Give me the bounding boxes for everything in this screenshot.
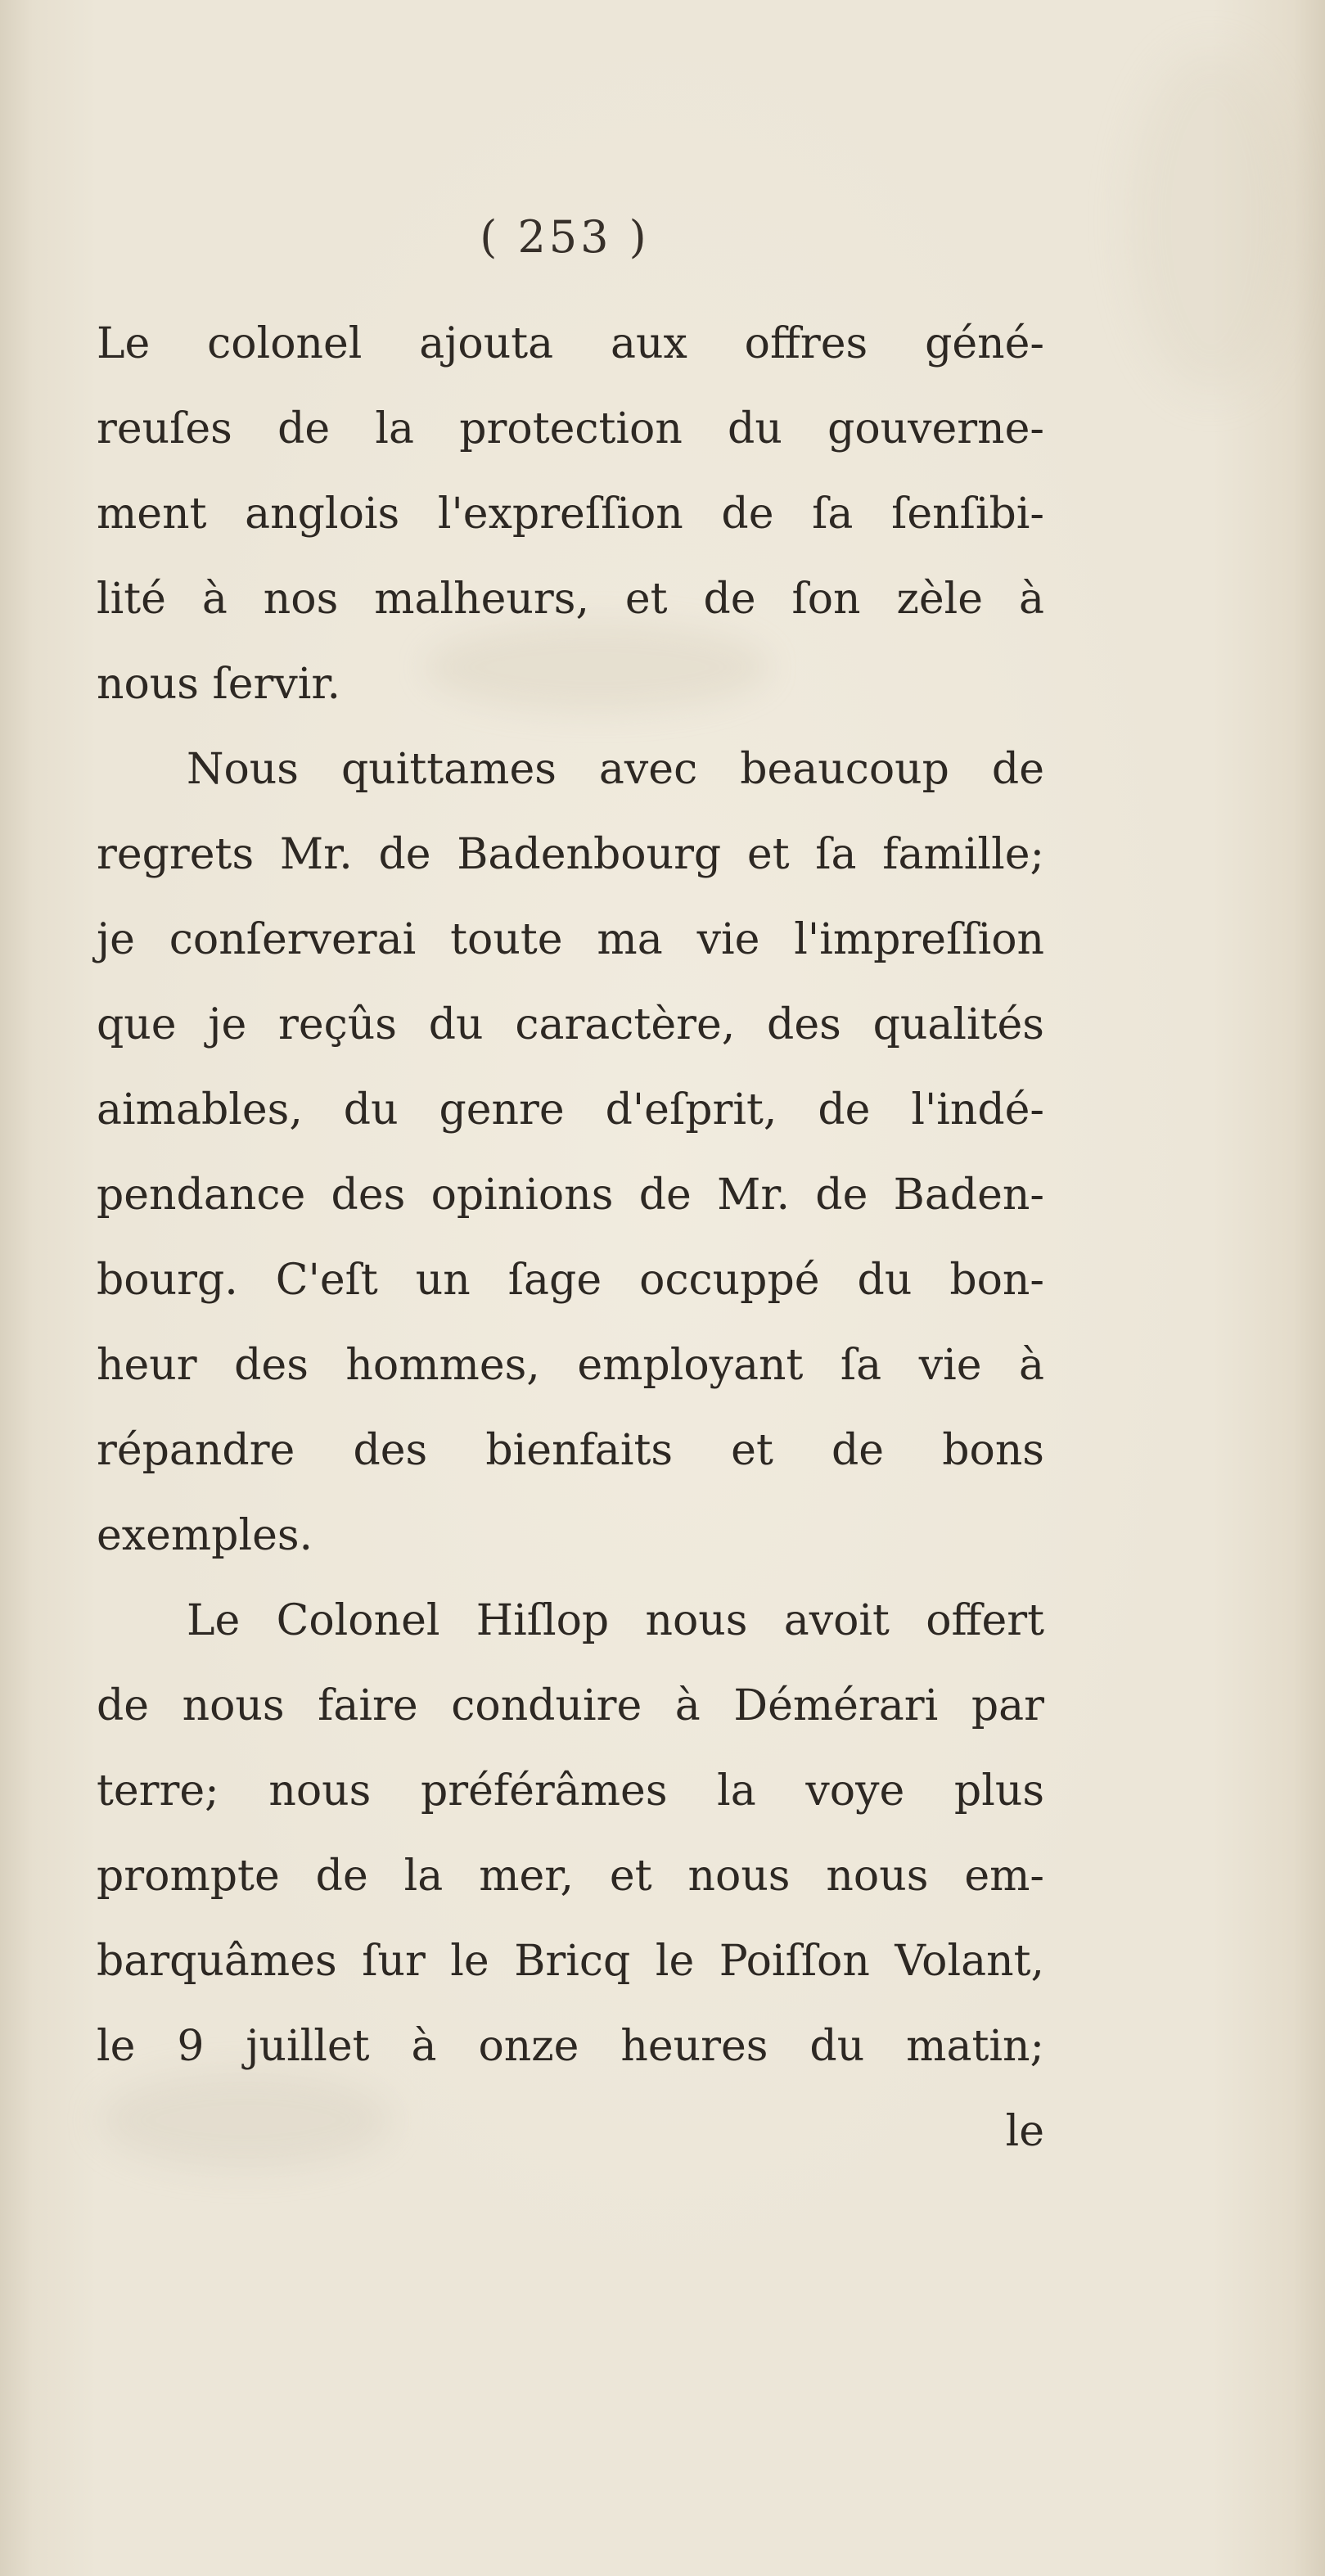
text-line: que je reçûs du caractère, des qualités xyxy=(97,1000,1044,1049)
text-line: Le Colonel Hiſlop nous avoit offert xyxy=(187,1596,1044,1645)
text-line: heur des hommes, employant ſa vie à xyxy=(97,1341,1044,1390)
text-line: reuſes de la protection du gouverne- xyxy=(97,404,1044,453)
text-line: bourg. C'eſt un ſage occuppé du bon- xyxy=(97,1256,1044,1305)
text-line: exemples. xyxy=(97,1511,313,1560)
text-line: répandre des bienfaits et de bons xyxy=(97,1426,1044,1475)
text-line: barquâmes ſur le Bricq le Poiſſon Volant, xyxy=(97,1937,1044,1986)
text-line: Le colonel ajouta aux offres géné- xyxy=(97,319,1044,368)
text-line: Nous quittames avec beaucoup de xyxy=(187,745,1044,794)
text-line: de nous faire conduire à Démérari par xyxy=(97,1681,1044,1730)
page-number: ( 253 ) xyxy=(480,211,650,263)
text-line: ment anglois l'expreſſion de ſa ſenſibi- xyxy=(97,489,1044,539)
text-line: pendance des opinions de Mr. de Baden- xyxy=(97,1171,1044,1220)
text-line: je conſerverai toute ma vie l'impreſſion xyxy=(97,915,1044,964)
text-line: le 9 juillet à onze heures du matin; xyxy=(97,2022,1044,2071)
text-line: regrets Mr. de Badenbourg et ſa famille; xyxy=(97,830,1044,879)
text-line: lité à nos malheurs, et de ſon zèle à xyxy=(97,575,1044,624)
catchword: le xyxy=(1005,2107,1044,2156)
text-line: nous ſervir. xyxy=(97,660,341,709)
text-line: aimables, du genre d'eſprit, de l'indé- xyxy=(97,1085,1044,1135)
text-line: prompte de la mer, et nous nous em- xyxy=(97,1852,1044,1901)
text-line: terre; nous préférâmes la voye plus xyxy=(97,1766,1044,1816)
